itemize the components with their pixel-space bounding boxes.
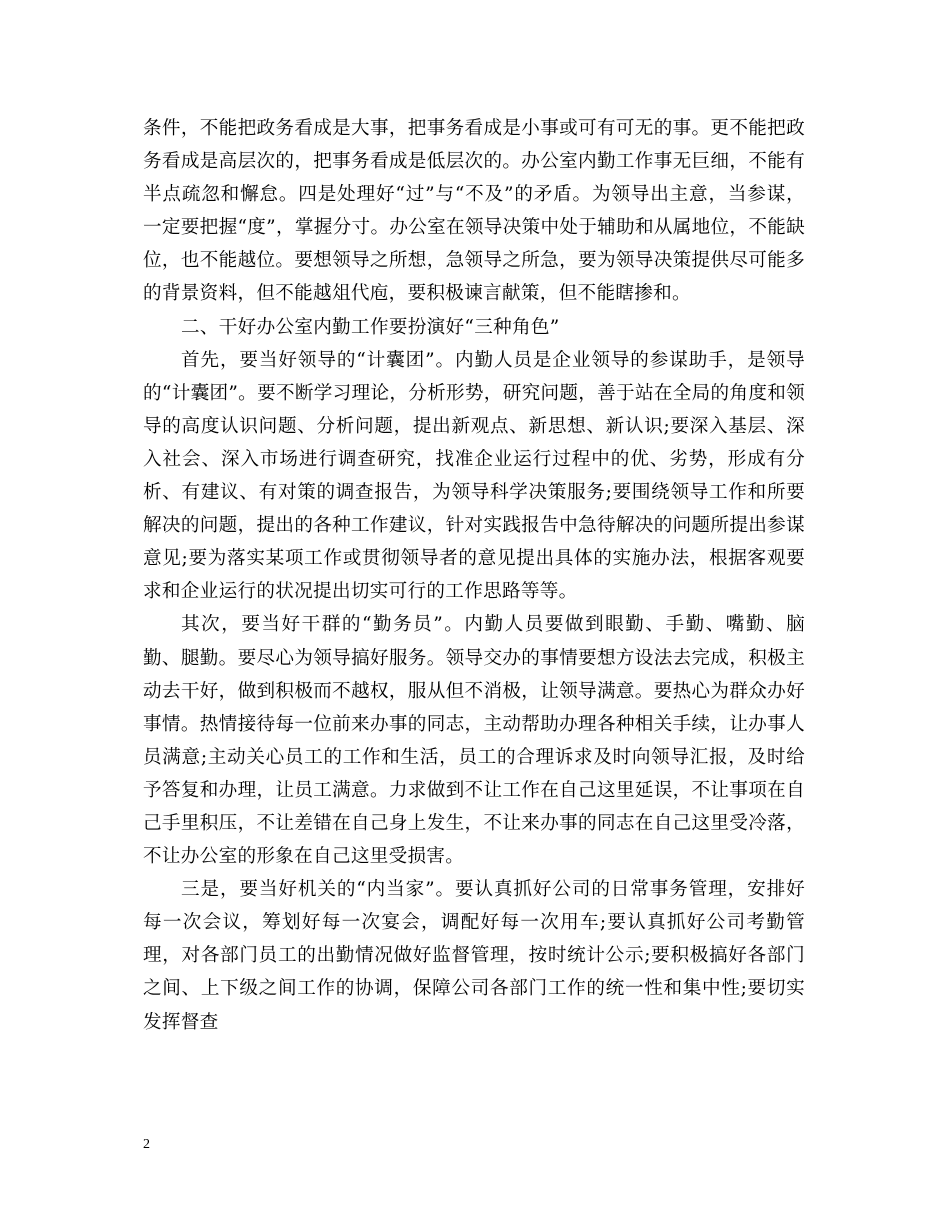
paragraph-role-housekeeper: 三是，要当好机关的“内当家”。要认真抓好公司的日常事务管理，安排好每一次会议，筹划好每一次宴会，调配好每一次用车;要认真抓好公司考勤管理，对各部门员工的出勤情况做好监督管理，按时统计公示;要积极搞好各部门之间、上下级之间工作的协调，保障公司各部门工作的统一性和集中性;要切实发挥督查	[143, 879, 805, 1033]
paragraph-role-advisor: 首先，要当好领导的“计囊团”。内勤人员是企业领导的参谋助手，是领导的“计囊团”。要不断学习理论，分析形势，研究问题，善于站在全局的角度和领导的高度认识问题、分析问题，提出新观点、新思想、新认识;要深入基层、深入社会、深入市场进行调查研究，找准企业运行过程中的优、劣势，形成有分析、有建议、有对策的调查报告，为领导科学决策服务;要围绕领导工作和所要解决的问题，提出的各种工作建议，针对实践报告中急待解决的问题所提出参谋意见;要为落实某项工作或贯彻领导者的意见提出具体的实施办法，根据客观要求和企业运行的状况提出切实可行的工作思路等等。	[143, 349, 805, 603]
body-text	[143, 112, 805, 1039]
paragraph-role-service: 其次，要当好干群的“勤务员”。内勤人员要做到眼勤、手勤、嘴勤、脑勤、腿勤。要尽心为领导搞好服务。领导交办的事情要想方设法去完成，积极主动去干好，做到积极而不越权，服从但不消极，让领导满意。要热心为群众办好事情。热情接待每一位前来办事的同志，主动帮助办理各种相关手续，让办事人员满意;主动关心员工的工作和生活，员工的合理诉求及时向领导汇报，及时给予答复和办理，让员工满意。力求做到不让工作在自己这里延误，不让事项在自己手里积压，不让差错在自己身上发生，不让来办事的同志在自己这里受冷落，不让办公室的形象在自己这里受损害。	[143, 614, 805, 868]
page-number: 2	[143, 1137, 150, 1152]
paragraph-continuation: 条件，不能把政务看成是大事，把事务看成是小事或可有可无的事。更不能把政务看成是高层次的，把事务看成是低层次的。办公室内勤工作事无巨细，不能有半点疏忽和懈怠。四是处理好“过”与“不及”的矛盾。为领导出主意，当参谋，一定要把握“度”，掌握分寸。办公室在领导决策中处于辅助和从属地位，不能缺位，也不能越位。要想领导之所想，急领导之所急，要为领导决策提供尽可能多的背景资料，但不能越俎代庖，要积极谏言献策，但不能瞎掺和。	[143, 118, 805, 305]
section-heading: 二、干好办公室内勤工作要扮演好“三种角色”	[181, 316, 560, 338]
